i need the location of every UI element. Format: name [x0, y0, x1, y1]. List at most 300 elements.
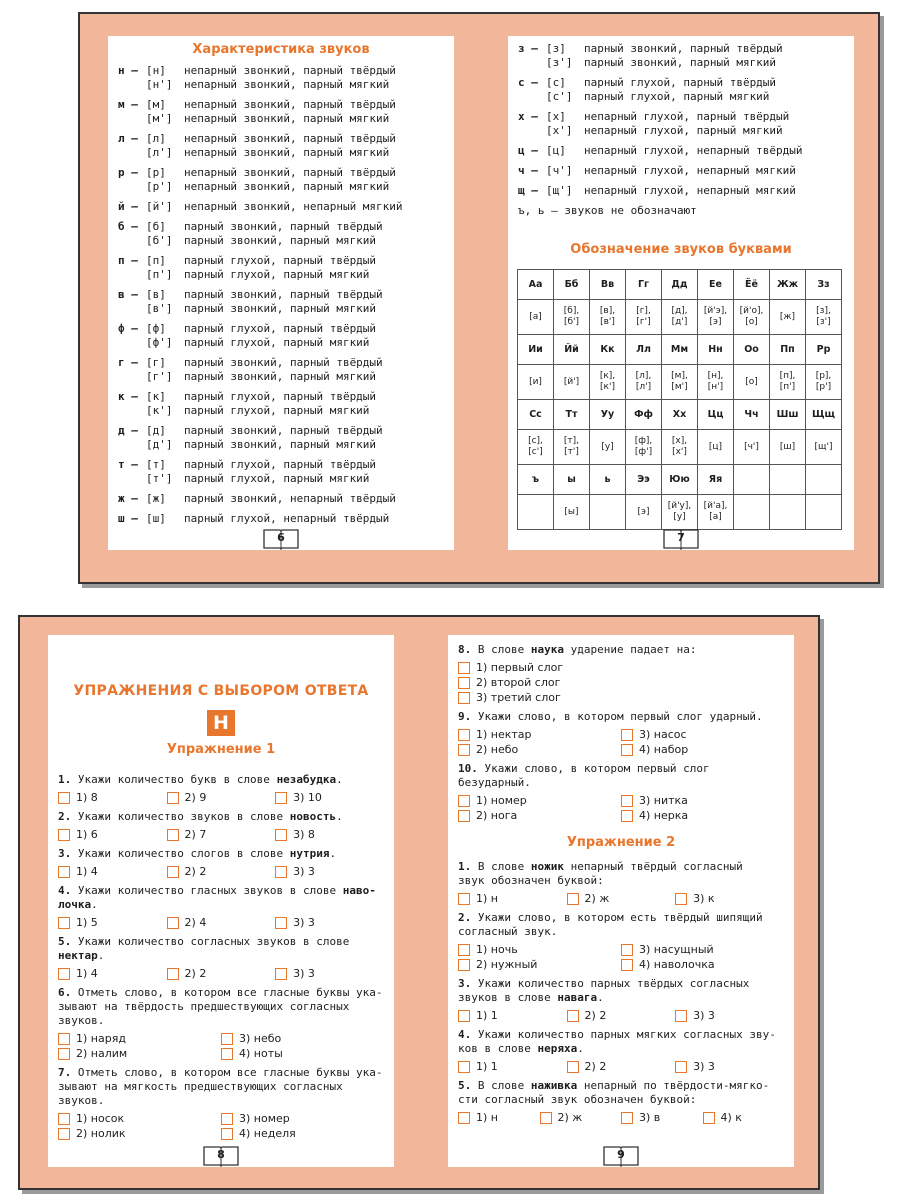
table-sound-cell — [662, 430, 698, 465]
answer-option[interactable] — [458, 891, 567, 906]
letter-label — [118, 146, 146, 160]
letter-group — [518, 42, 854, 70]
question-text: звуков в слове — [458, 991, 558, 1004]
answer-option[interactable] — [458, 1059, 567, 1074]
answer-option[interactable] — [621, 957, 784, 972]
answer-checkbox[interactable] — [58, 1033, 70, 1045]
answer-option[interactable] — [675, 891, 784, 906]
sound-row — [118, 438, 454, 452]
answer-option[interactable] — [621, 808, 784, 823]
sound-symbol: [х'] — [546, 124, 573, 137]
page-number-6: 6 — [262, 526, 300, 552]
question-text: ударение падает на: — [563, 643, 697, 656]
letter-label: с – — [518, 76, 538, 89]
sound-row — [118, 370, 454, 384]
answer-option[interactable] — [675, 1008, 784, 1023]
sound-symbol: [р] — [146, 166, 166, 179]
answer-option[interactable] — [621, 793, 784, 808]
sound-value: [ф'] — [634, 447, 653, 457]
answer-option-label: 2) второй слог — [476, 676, 561, 689]
answer-options — [458, 727, 784, 757]
sound-symbol: [ф'] — [146, 336, 173, 349]
answer-option-label: 1) первый слог — [476, 661, 564, 674]
sound-description: парный звонкий, парный твёрдый — [184, 424, 383, 437]
sound-value: [м'] — [671, 382, 688, 392]
letter-badge: Н — [207, 710, 235, 736]
table-letter-cell: Кк — [590, 335, 626, 365]
table-letter-cell: Гг — [626, 270, 662, 300]
sound-row — [118, 220, 454, 234]
answer-option[interactable] — [58, 1046, 221, 1061]
question-text-line — [458, 860, 784, 874]
answer-option[interactable] — [458, 1008, 567, 1023]
answer-option[interactable] — [675, 1059, 784, 1074]
exercise-1-questions — [58, 773, 384, 1141]
question-text-line — [458, 1042, 784, 1056]
question-text: согласный звук. — [458, 925, 558, 938]
question — [58, 986, 384, 1061]
answer-checkbox[interactable] — [458, 677, 470, 689]
table-sound-cell — [554, 300, 590, 335]
sound-value: [л'] — [635, 382, 652, 392]
answer-checkbox[interactable] — [458, 959, 470, 971]
table-letter-cell: Лл — [626, 335, 662, 365]
answer-checkbox[interactable] — [58, 829, 70, 841]
answer-option[interactable] — [58, 864, 167, 879]
answer-option-label: 2) небо — [476, 743, 519, 756]
answer-options — [58, 790, 384, 805]
answer-option-label: 1) н — [476, 892, 498, 905]
answer-option[interactable] — [275, 827, 384, 842]
answer-option-label: 4) неделя — [239, 1127, 296, 1140]
answer-checkbox[interactable] — [675, 1010, 687, 1022]
question-number: 10. — [458, 762, 485, 775]
answer-option[interactable] — [458, 793, 621, 808]
answer-option[interactable] — [458, 727, 621, 742]
sound-value: [щ'] — [814, 441, 833, 452]
question-text: . — [336, 810, 343, 823]
sound-row — [118, 268, 454, 282]
answer-checkbox[interactable] — [58, 917, 70, 929]
sound-symbol: [з] — [546, 42, 566, 55]
answer-option[interactable] — [167, 864, 276, 879]
answer-option[interactable] — [221, 1111, 384, 1126]
answer-checkbox[interactable] — [167, 792, 179, 804]
answer-option[interactable] — [458, 1110, 540, 1125]
answer-option[interactable] — [58, 827, 167, 842]
answer-option[interactable] — [458, 742, 621, 757]
question-keyword: наука — [530, 643, 564, 656]
letter-label — [118, 78, 146, 92]
question-text-line — [458, 1028, 784, 1042]
answer-options — [58, 915, 384, 930]
question — [458, 1079, 784, 1125]
answer-checkbox[interactable] — [221, 1113, 233, 1125]
question-text-line — [458, 991, 784, 1005]
letter-label: в – — [118, 288, 138, 301]
table-sound-cell — [770, 365, 806, 400]
table-letter-cell — [806, 465, 842, 495]
sound-description: непарный глухой, непарный мягкий — [584, 164, 796, 177]
table-sound-cell — [554, 365, 590, 400]
sound-value: [ш] — [779, 441, 796, 452]
question-text: . — [597, 991, 604, 1004]
answer-checkbox[interactable] — [458, 1061, 470, 1073]
sound-row — [118, 424, 454, 438]
sound-value: [и] — [529, 376, 542, 387]
table-sound-cell — [518, 300, 554, 335]
letter-group — [118, 220, 454, 248]
answer-checkbox[interactable] — [458, 795, 470, 807]
answer-option[interactable] — [540, 1110, 622, 1125]
answer-option-label: 3) 3 — [693, 1009, 715, 1022]
answer-option-label: 3) 10 — [293, 791, 322, 804]
letter-label: ч – — [518, 164, 538, 177]
question-text: Укажи количество слогов в слове — [77, 847, 290, 860]
table-letter-cell: Шш — [770, 400, 806, 430]
table-letter-cell: Мм — [662, 335, 698, 365]
letter-group — [118, 424, 454, 452]
question-text: Укажи количество букв в слове — [77, 773, 277, 786]
question-text: звук обозначен буквой: — [458, 874, 604, 887]
answer-option[interactable] — [167, 790, 276, 805]
answer-checkbox[interactable] — [58, 792, 70, 804]
answer-option[interactable] — [58, 790, 167, 805]
sound-row — [118, 336, 454, 350]
answer-option[interactable] — [458, 957, 621, 972]
answer-option[interactable] — [621, 942, 784, 957]
page-7 — [508, 36, 854, 550]
page-number-9: 9 — [602, 1143, 640, 1169]
table-sound-cell — [806, 300, 842, 335]
letter-group — [118, 458, 454, 486]
sound-value: [ф], — [634, 436, 653, 446]
question-text-line — [458, 874, 784, 888]
letter-label — [118, 404, 146, 418]
table-sound-cell — [590, 300, 626, 335]
question-text-line — [458, 710, 784, 724]
letter-group — [518, 110, 854, 138]
answer-checkbox[interactable] — [621, 959, 633, 971]
answer-options — [58, 1111, 384, 1141]
answer-checkbox[interactable] — [58, 968, 70, 980]
sound-value: [у] — [673, 512, 686, 522]
answer-checkbox[interactable] — [621, 810, 633, 822]
answer-option-label: 3) насущный — [639, 943, 714, 956]
sound-value: [н'] — [707, 382, 724, 392]
answer-option-label: 1) 4 — [76, 967, 98, 980]
answer-checkbox[interactable] — [458, 810, 470, 822]
answer-checkbox[interactable] — [703, 1112, 715, 1124]
answer-checkbox[interactable] — [275, 792, 287, 804]
answer-option-label: 2) ж — [557, 1111, 583, 1124]
answer-checkbox[interactable] — [458, 1010, 470, 1022]
answer-option[interactable] — [221, 1126, 384, 1141]
sound-value: [у] — [601, 441, 614, 452]
answer-option[interactable] — [458, 690, 784, 705]
answer-option-label: 3) насос — [639, 728, 687, 741]
sound-description: парный звонкий, парный мягкий — [184, 234, 377, 247]
answer-option[interactable] — [167, 966, 276, 981]
answer-option[interactable] — [621, 742, 784, 757]
answer-option-label: 2) 4 — [184, 916, 207, 929]
answer-checkbox[interactable] — [621, 744, 633, 756]
letter-group — [118, 254, 454, 282]
letter-label — [118, 302, 146, 316]
question — [58, 810, 384, 842]
answer-checkbox[interactable] — [275, 968, 287, 980]
answer-option-label: 3) нитка — [639, 794, 688, 807]
question-number: 8. — [458, 643, 478, 656]
sound-value: [г'] — [636, 317, 651, 327]
table-letters-row — [518, 400, 842, 430]
sound-value: [с'] — [528, 447, 543, 457]
sound-row — [518, 144, 854, 158]
sound-description: парный глухой, парный твёрдый — [184, 322, 377, 335]
answer-checkbox[interactable] — [458, 893, 470, 905]
sound-row — [118, 180, 454, 194]
sound-value: [а] — [709, 512, 722, 522]
question-number: 4. — [458, 1028, 478, 1041]
table-letter-cell: Чч — [734, 400, 770, 430]
sound-value: [ч'] — [744, 441, 759, 452]
answer-checkbox[interactable] — [58, 1113, 70, 1125]
question-text-line — [58, 1094, 384, 1108]
answer-option[interactable] — [275, 790, 384, 805]
table-sound-cell — [734, 430, 770, 465]
question — [458, 860, 784, 906]
answer-checkbox[interactable] — [458, 729, 470, 741]
question-text-line — [458, 911, 784, 925]
sound-description: парный глухой, парный мягкий — [184, 404, 370, 417]
answer-checkbox[interactable] — [675, 1061, 687, 1073]
sound-symbol: [щ'] — [546, 184, 573, 197]
answer-option-label: 1) 1 — [476, 1009, 498, 1022]
sound-description: непарный звонкий, парный мягкий — [184, 146, 390, 159]
question-text-line — [58, 935, 384, 963]
answer-option[interactable] — [458, 942, 621, 957]
table-letter-cell: Щщ — [806, 400, 842, 430]
answer-option[interactable] — [167, 915, 276, 930]
question-keyword: лочка — [58, 898, 92, 911]
table-letter-cell: Пп — [770, 335, 806, 365]
answer-option-label: 2) налим — [76, 1047, 128, 1060]
answer-checkbox[interactable] — [621, 729, 633, 741]
answer-option[interactable] — [221, 1031, 384, 1046]
answer-checkbox[interactable] — [621, 944, 633, 956]
question-text: В слове — [477, 860, 531, 873]
sound-value: [т], — [563, 436, 580, 446]
answer-option-label: 3) 3 — [693, 1060, 715, 1073]
letter-label — [518, 90, 546, 104]
sound-description: непарный звонкий, парный твёрдый — [184, 166, 396, 179]
answer-options — [458, 660, 784, 705]
answer-checkbox[interactable] — [540, 1112, 552, 1124]
answer-options — [458, 891, 784, 906]
letter-label: м – — [118, 98, 138, 111]
answer-option[interactable] — [58, 915, 167, 930]
table-letter-cell: Дд — [662, 270, 698, 300]
question-number: 2. — [58, 810, 78, 823]
answer-option-label: 1) 6 — [76, 828, 98, 841]
answer-checkbox[interactable] — [275, 917, 287, 929]
sound-value: [м], — [671, 371, 688, 381]
table-sound-cell — [734, 300, 770, 335]
sound-symbol: [м'] — [146, 112, 173, 125]
question-keyword: наживка — [530, 1079, 578, 1092]
answer-option-label: 1) 4 — [76, 865, 98, 878]
answer-checkbox[interactable] — [58, 1048, 70, 1060]
table-sound-cell — [626, 430, 662, 465]
sound-row — [518, 124, 854, 138]
letter-label: т – — [118, 458, 138, 471]
table-letter-cell: Йй — [554, 335, 590, 365]
question-text-line — [58, 810, 384, 824]
sound-symbol: [д'] — [146, 438, 173, 451]
answer-checkbox[interactable] — [567, 893, 579, 905]
table-letter-cell — [770, 465, 806, 495]
answer-checkbox[interactable] — [58, 1128, 70, 1140]
answer-checkbox[interactable] — [621, 795, 633, 807]
question-text: . — [577, 1042, 584, 1055]
answer-options — [458, 1008, 784, 1023]
sound-row — [118, 234, 454, 248]
answer-option-label: 3) третий слог — [476, 691, 561, 704]
sound-row — [118, 390, 454, 404]
question-number: 4. — [58, 884, 78, 897]
question-text: Укажи слово, в котором первый слог ударный. — [477, 710, 763, 723]
question-text: непарный по твёрдости-мягко- — [577, 1079, 770, 1092]
answer-checkbox[interactable] — [458, 692, 470, 704]
answer-option[interactable] — [621, 727, 784, 742]
answer-checkbox[interactable] — [567, 1061, 579, 1073]
answer-checkbox[interactable] — [167, 866, 179, 878]
sound-description: парный звонкий, непарный твёрдый — [184, 492, 396, 505]
sound-symbol: [ш] — [146, 512, 166, 525]
sound-value: [д'] — [671, 317, 688, 327]
answer-checkbox[interactable] — [621, 1112, 633, 1124]
answer-checkbox[interactable] — [458, 1112, 470, 1124]
table-sound-cell — [518, 365, 554, 400]
answer-option[interactable] — [567, 1059, 676, 1074]
sound-row — [118, 472, 454, 486]
table-letter-cell: Ээ — [626, 465, 662, 495]
answer-option[interactable] — [58, 1111, 221, 1126]
question — [58, 847, 384, 879]
answer-checkbox[interactable] — [275, 829, 287, 841]
question — [458, 762, 784, 823]
question-text-line — [458, 977, 784, 991]
answer-checkbox[interactable] — [167, 829, 179, 841]
sound-value: [д], — [671, 306, 688, 316]
table-letters-row — [518, 335, 842, 365]
answer-checkbox[interactable] — [221, 1128, 233, 1140]
sound-value: [ж] — [779, 311, 796, 322]
sound-value: [й'а], — [703, 501, 728, 511]
sound-value: [р'] — [815, 382, 832, 392]
table-sound-cell — [698, 495, 734, 530]
question-text-line — [458, 643, 784, 657]
answer-checkbox[interactable] — [275, 866, 287, 878]
answer-option[interactable] — [621, 1110, 703, 1125]
answer-option-label: 3) к — [693, 892, 715, 905]
letter-label — [118, 438, 146, 452]
question — [58, 773, 384, 805]
sound-row — [518, 164, 854, 178]
sound-value: [э] — [709, 317, 722, 327]
answer-checkbox[interactable] — [675, 893, 687, 905]
answer-option[interactable] — [458, 808, 621, 823]
answer-options — [58, 827, 384, 842]
table-sound-cell — [554, 495, 590, 530]
letter-label — [118, 472, 146, 486]
answer-checkbox[interactable] — [221, 1048, 233, 1060]
sound-symbol: [х] — [546, 110, 566, 123]
answer-option[interactable] — [567, 1008, 676, 1023]
answer-checkbox[interactable] — [458, 662, 470, 674]
question-text: Отметь слово, в котором все гласные буквы ука- — [77, 1066, 383, 1079]
letters-sounds-table — [517, 269, 842, 530]
table-sound-cell — [626, 495, 662, 530]
sound-description: непарный звонкий, непарный мягкий — [184, 200, 403, 213]
answer-option-label: 3) 3 — [293, 916, 315, 929]
letter-label: ж – — [118, 492, 138, 505]
sound-description: непарный глухой, непарный мягкий — [584, 184, 796, 197]
answer-option-label: 2) нужный — [476, 958, 538, 971]
letter-label: г – — [118, 356, 138, 369]
answer-checkbox[interactable] — [458, 744, 470, 756]
table-sound-cell — [770, 495, 806, 530]
answer-checkbox[interactable] — [167, 968, 179, 980]
answer-option[interactable] — [58, 966, 167, 981]
answer-option[interactable] — [58, 1126, 221, 1141]
table-sound-cell — [770, 430, 806, 465]
question-number: 9. — [458, 710, 478, 723]
answer-checkbox[interactable] — [458, 944, 470, 956]
question-keyword: незабудка — [276, 773, 337, 786]
question-number: 1. — [458, 860, 478, 873]
page-6 — [108, 36, 454, 550]
answer-checkbox[interactable] — [58, 866, 70, 878]
question-text-line — [58, 898, 384, 912]
sound-value: [о] — [745, 376, 758, 387]
letter-label — [118, 180, 146, 194]
answer-option[interactable] — [221, 1046, 384, 1061]
answer-option[interactable] — [58, 1031, 221, 1046]
answer-option[interactable] — [458, 675, 784, 690]
question-text: звуков. — [58, 1094, 105, 1107]
answer-checkbox[interactable] — [221, 1033, 233, 1045]
answer-option[interactable] — [167, 827, 276, 842]
answer-option[interactable] — [275, 966, 384, 981]
answer-option[interactable] — [458, 660, 784, 675]
answer-option[interactable] — [567, 891, 676, 906]
answer-option[interactable] — [703, 1110, 785, 1125]
answer-checkbox[interactable] — [167, 917, 179, 929]
table-sound-cell — [734, 365, 770, 400]
letter-label — [518, 124, 546, 138]
answer-checkbox[interactable] — [567, 1010, 579, 1022]
answer-option[interactable] — [275, 915, 384, 930]
question-text-line — [58, 986, 384, 1000]
sound-description: непарный глухой, парный твёрдый — [584, 110, 790, 123]
question-keyword: неряха — [537, 1042, 578, 1055]
sound-value: [о] — [745, 317, 758, 327]
table-sound-cell — [698, 430, 734, 465]
table-letter-cell: Ёё — [734, 270, 770, 300]
letter-label: ф – — [118, 322, 138, 335]
answer-option[interactable] — [275, 864, 384, 879]
